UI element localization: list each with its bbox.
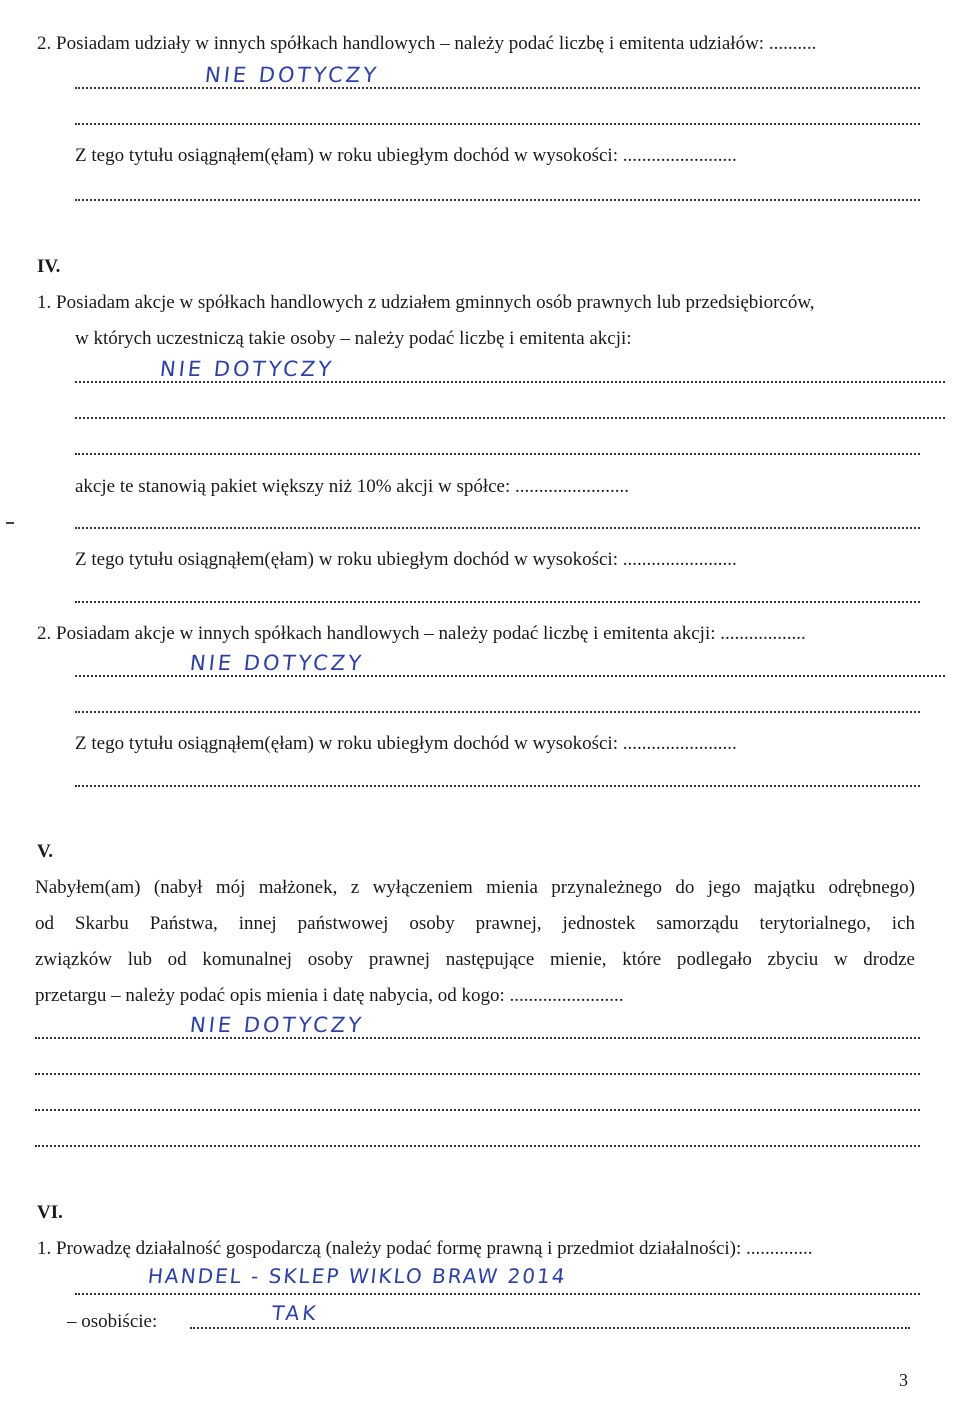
iv-item1-handwritten-answer: NIE DOTYCZY: [158, 357, 336, 381]
iv-item1-line2: w których uczestniczą takie osoby – należy podać liczbę i emitenta akcji:: [75, 328, 632, 349]
iii-item2-handwritten-answer: NIE DOTYCZY: [203, 63, 381, 87]
iii-item2-income: Z tego tytułu osiągnąłem(ęłam) w roku ubiegłym dochód w wysokości: ........................: [75, 145, 737, 166]
vi-item1-handwritten-answer: HANDEL - SKLEP WIKLO BRAW 2014: [146, 1264, 568, 1288]
section-vi-heading: VI.: [37, 1202, 63, 1223]
vi-item1-text: 1. Prowadzę działalność gospodarczą (należy podać formę prawną i przedmiot działalności): ..............: [37, 1238, 813, 1259]
answer-line: [35, 1073, 920, 1075]
v-handwritten-answer: NIE DOTYCZY: [188, 1013, 366, 1037]
answer-line: [35, 1109, 920, 1111]
answer-line: [75, 711, 920, 713]
answer-line: [35, 1037, 920, 1039]
section-v-heading: V.: [37, 841, 54, 862]
answer-line: [75, 785, 920, 787]
iv-item2-text: 2. Posiadam akcje w innych spółkach handlowych – należy podać liczbę i emitenta akcji: ..................: [37, 623, 806, 644]
answer-line: [75, 417, 945, 419]
answer-line: [35, 1145, 920, 1147]
page-number: 3: [899, 1370, 908, 1390]
answer-line: [75, 675, 945, 677]
v-line4: przetargu – należy podać opis mienia i datę nabycia, od kogo: ........................: [35, 985, 624, 1006]
iii-item2-text: 2. Posiadam udziały w innych spółkach handlowych – należy podać liczbę i emitenta udziałów: ..........: [37, 33, 817, 54]
vi-personally-handwritten-answer: TAK: [270, 1301, 320, 1325]
answer-line: [75, 453, 920, 455]
iv-item2-income: Z tego tytułu osiągnąłem(ęłam) w roku ubiegłym dochód w wysokości: ........................: [75, 733, 737, 754]
v-line1: Nabyłem(am) (nabył mój małżonek, z wyłączeniem mienia przynależnego do jego majątku odrębnego): [35, 877, 915, 898]
v-line3: związków lub od komunalnej osoby prawnej następujące mienie, które podlegało zbyciu w drodze: [35, 949, 915, 970]
answer-line: [75, 601, 920, 603]
answer-line: [75, 87, 920, 89]
answer-line: [75, 381, 945, 383]
answer-line: [75, 199, 920, 201]
iv-item1-line1: 1. Posiadam akcje w spółkach handlowych z udziałem gminnych osób prawnych lub przedsiębiorców,: [37, 292, 815, 313]
iv-item1-income: Z tego tytułu osiągnąłem(ęłam) w roku ubiegłym dochód w wysokości: ........................: [75, 549, 737, 570]
answer-line: [75, 1293, 920, 1295]
answer-line: [75, 123, 920, 125]
iv-item1-package: akcje te stanowią pakiet większy niż 10% akcji w spółce: ........................: [75, 476, 630, 497]
iv-item2-handwritten-answer: NIE DOTYCZY: [188, 651, 366, 675]
v-line2: od Skarbu Państwa, innej państwowej osoby prawnej, jednostek samorządu terytorialnego, ich: [35, 913, 915, 934]
margin-mark: [6, 522, 14, 524]
section-iv-heading: IV.: [37, 256, 61, 277]
vi-personally-label: – osobiście:: [67, 1311, 158, 1332]
answer-line: [75, 527, 920, 529]
answer-line: [190, 1327, 910, 1329]
